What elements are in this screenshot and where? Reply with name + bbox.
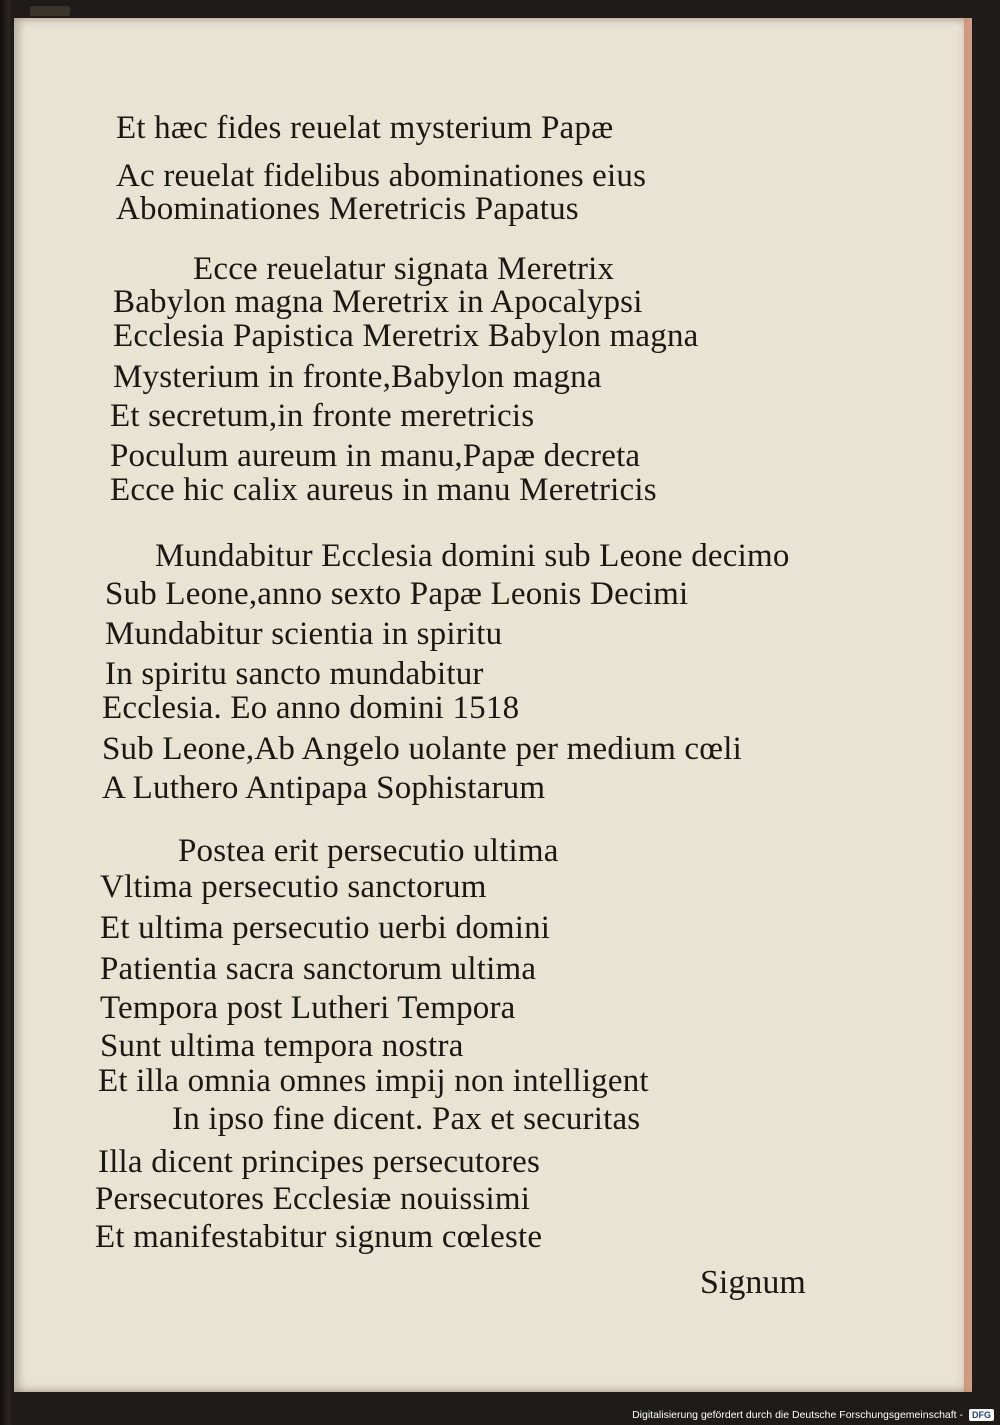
text-line: Illa dicent principes persecutores	[98, 1144, 541, 1180]
text-line: Abominationes Meretricis Papatus	[116, 191, 579, 227]
text-line: Mundabitur scientia in spiritu	[105, 616, 503, 652]
text-line: Ac reuelat fidelibus abominationes eius	[116, 158, 647, 194]
text-line: Vltima persecutio sanctorum	[100, 869, 487, 905]
catchword: Signum	[700, 1264, 806, 1301]
text-line: Mysterium in fronte,Babylon magna	[113, 359, 602, 395]
text-line: Et illa omnia omnes impij non intelligent	[98, 1063, 649, 1099]
text-line: Mundabitur Ecclesia domini sub Leone decimo	[155, 538, 790, 574]
text-line: A Luthero Antipapa Sophistarum	[102, 770, 546, 806]
digitization-footer	[600, 1405, 1000, 1425]
text-line: Ecclesia Papistica Meretrix Babylon magna	[113, 318, 699, 354]
text-line: Ecclesia. Eo anno domini 1518	[102, 690, 520, 726]
text-line: Babylon magna Meretrix in Apocalypsi	[113, 284, 643, 320]
text-line: Ecce hic calix aureus in manu Meretricis	[110, 472, 657, 508]
text-line: In spiritu sancto mundabitur	[105, 656, 484, 692]
text-line: Ecce reuelatur signata Meretrix	[193, 251, 615, 287]
page-top-edge	[30, 6, 70, 16]
book-binding-edge	[0, 0, 14, 1425]
text-line: Patientia sacra sanctorum ultima	[100, 951, 537, 987]
text-line: Sub Leone,Ab Angelo uolante per medium cœli	[102, 731, 743, 767]
text-line: Sub Leone,anno sexto Papæ Leonis Decimi	[105, 576, 689, 612]
text-line: Et secretum,in fronte meretricis	[110, 398, 535, 434]
text-line: Et ultima persecutio uerbi domini	[100, 910, 551, 946]
text-line: Et manifestabitur signum cœleste	[95, 1219, 543, 1255]
text-line: In ipso fine dicent. Pax et securitas	[172, 1101, 641, 1137]
text-line: Tempora post Lutheri Tempora	[100, 990, 516, 1026]
text-line: Sunt ultima tempora nostra	[100, 1028, 464, 1064]
text-line: Poculum aureum in manu,Papæ decreta	[110, 438, 641, 474]
footer-credit: Digitalisierung gefördert durch die Deutsche Forschungsgemeinschaft -	[632, 1409, 963, 1421]
text-line: Persecutores Ecclesiæ nouissimi	[95, 1181, 531, 1217]
text-line: Et hæc fides reuelat mysterium Papæ	[116, 110, 614, 146]
page-fore-edge	[964, 18, 972, 1392]
text-line: Postea erit persecutio ultima	[178, 833, 559, 869]
dfg-logo: DFG	[969, 1409, 994, 1421]
